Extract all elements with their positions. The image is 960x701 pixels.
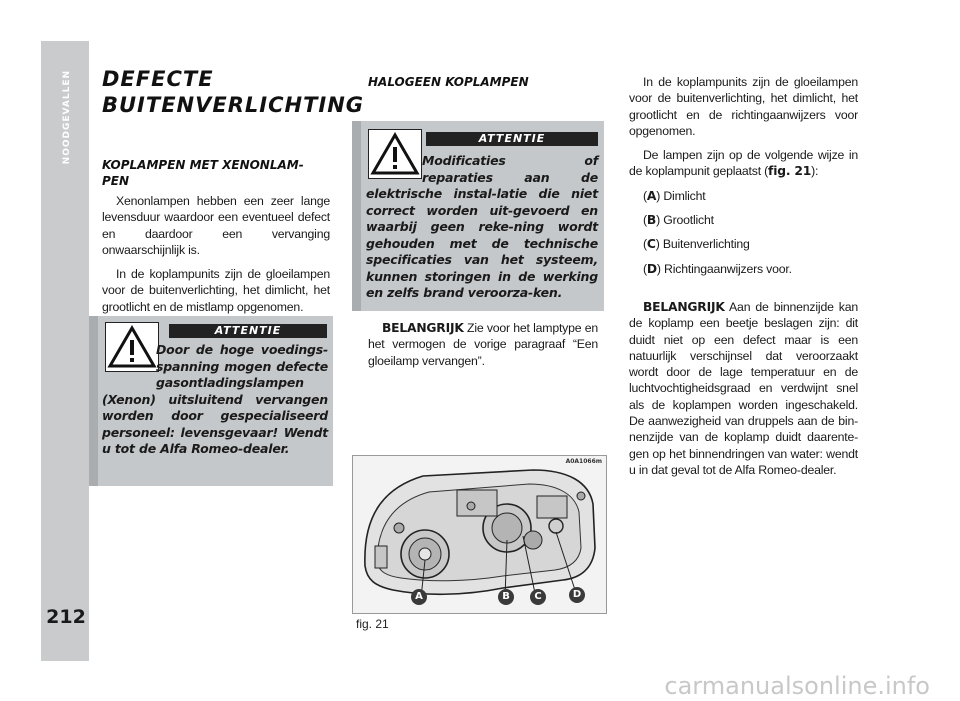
xenon-subheading-line1: KOPLAMPEN MET XENONLAM- bbox=[102, 158, 304, 172]
xenon-paragraph-1: Xenonlampen hebben een zeer lange levensduur waardoor een eventueel defect en daardoor een vervanging onwaarschijnlijk is. bbox=[102, 194, 330, 257]
halogen-warning-text: Modificaties of reparaties aan de elektrische instal-latie die niet correct worden uit-gevoerd en waarbij geen reke-ning wordt gehouden met de technische specificaties van het systeem, kunnen storingen in de werking en zelfs brand veroorza-ken. bbox=[366, 153, 598, 300]
figure-reference: fig. 21 bbox=[768, 164, 812, 179]
xenon-warning-text: Door de hoge voedings-spanning mogen defecte gasontladingslampen (Xenon) uitsluitend vervangen worden door gespecialiseerd personeel: levensgevaar! Wendt u tot de Alfa Romeo-dealer. bbox=[102, 342, 328, 456]
halogen-note bbox=[368, 320, 598, 369]
page-title bbox=[102, 66, 365, 118]
list-item-a: (A) Dimlicht bbox=[643, 188, 706, 203]
halogen-note-text: Zie voor het lamptype en het vermogen de vorige paragraaf “Een gloeilamp vervangen”. bbox=[368, 321, 599, 368]
col3-paragraph-2: De lampen zijn op de volgende wijze in de koplampunit geplaatst (fig. 21): bbox=[629, 148, 858, 179]
col3-note-label: BELANGRIJK bbox=[643, 299, 725, 314]
halogen-warning-box bbox=[352, 121, 604, 311]
xenon-paragraph-2: In de koplampunits zijn de gloeilampen voor de buitenverlichting, het dimlicht, het grootlicht en de mistlamp opgenomen. bbox=[102, 267, 330, 314]
col3-paragraph-1: In de koplampunits zijn de gloeilampen voor de buitenverlichting, het dimlicht, het grootlicht en de richtingaanwijzers voor opgenomen. bbox=[629, 75, 858, 138]
page-title-line1: DEFECTE bbox=[102, 67, 214, 91]
col3-note-text: Aan de binnenzijde kan de koplamp een beetje beslagen zijn: dit duidt niet op een defect maar is een natuurlijk verschijnsel dat veroorzaakt wordt door de lage temperatuur en de luchtvochtigheidsgraad en verdwijnt snel als de koplampen worden ingeschakeld. De aanwezigheid van druppels aan de bin-nenzijde van de koplamp duidt daarente-gen op het binnendringen van water: wendt u in dat geval tot de Alfa Romeo-dealer. bbox=[629, 299, 858, 477]
col3-note bbox=[629, 299, 858, 478]
list-item-c: (C) Buitenverlichting bbox=[643, 237, 750, 252]
figure-label-a: A bbox=[411, 589, 427, 605]
figure-code: A0A1066m bbox=[565, 458, 602, 465]
figure-label-d: D bbox=[569, 587, 585, 603]
list-item-d: (D) Richtingaanwijzers voor. bbox=[643, 261, 792, 276]
xenon-warning-box bbox=[89, 316, 333, 486]
xenon-subheading bbox=[102, 157, 332, 189]
figure-label-b: B bbox=[498, 589, 514, 605]
headlamp-figure bbox=[352, 455, 607, 614]
column-3-body bbox=[629, 74, 858, 486]
page-number: 212 bbox=[46, 606, 86, 628]
list-item-b: (B) Grootlicht bbox=[643, 213, 714, 228]
watermark: carmanualsonline.info bbox=[664, 672, 930, 700]
page-title-line2: BUITENVERLICHTING bbox=[102, 93, 365, 117]
xenon-subheading-line2: PEN bbox=[102, 174, 130, 188]
xenon-body bbox=[102, 193, 330, 323]
section-label: NOODGEVALLEN bbox=[62, 70, 72, 165]
halogen-subheading: HALOGEEN KOPLAMPEN bbox=[368, 75, 529, 89]
halogen-warning-title: ATTENTIE bbox=[426, 132, 598, 146]
halogen-note-label: BELANGRIJK bbox=[382, 321, 464, 335]
figure-caption: fig. 21 bbox=[356, 617, 389, 631]
figure-label-c: C bbox=[530, 589, 546, 605]
headlamp-illustration bbox=[353, 456, 606, 613]
xenon-warning-title: ATTENTIE bbox=[169, 324, 327, 338]
